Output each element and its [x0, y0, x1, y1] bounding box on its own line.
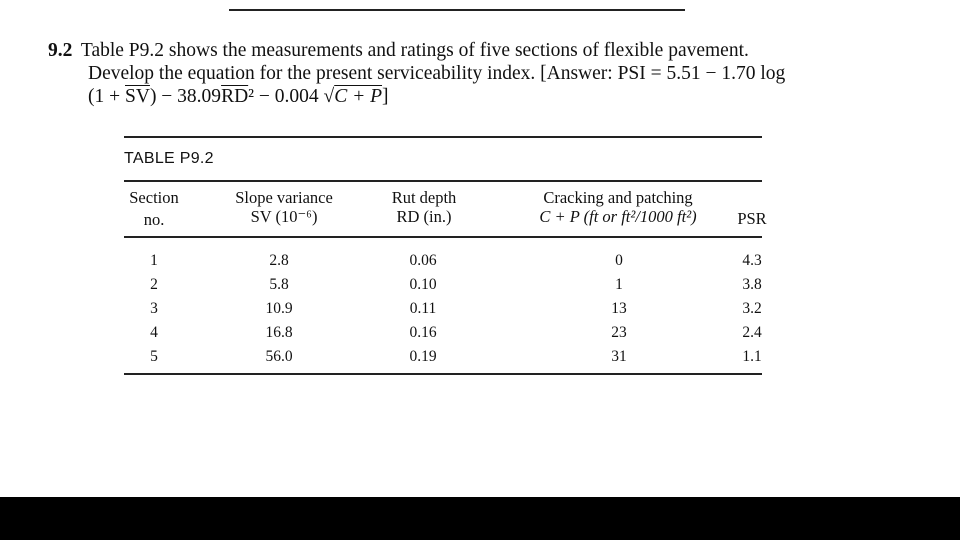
cell-rut: 0.10: [409, 276, 437, 293]
header-rut-line2: RD (in.): [396, 207, 452, 226]
problem-line-2: Develop the equation for the present serviceability index. [Answer: PSI = 5.51 − 1.70 log: [88, 63, 786, 84]
header-slope: [222, 188, 346, 226]
cell-psr: 3.8: [742, 276, 762, 293]
header-rut-line1: Rut depth: [391, 188, 457, 207]
table-top-rule: [124, 136, 762, 138]
table-title: TABLE P9.2: [124, 150, 214, 167]
header-section: [126, 188, 182, 229]
sqrt-symbol: √: [323, 86, 335, 107]
cell-slope: 5.8: [269, 276, 289, 293]
problem-text-1: Table P9.2 shows the measurements and ratings of five sections of flexible pavement.: [80, 40, 749, 61]
formula-part: (1 +: [88, 86, 125, 107]
header-crack: [500, 188, 736, 226]
cell-rut: 0.19: [409, 348, 437, 365]
header-top-rule: [124, 180, 762, 182]
formula-sqrt: [324, 86, 383, 107]
cell-psr: 2.4: [742, 324, 762, 341]
formula-sv: $\overline{SV}$: [125, 86, 150, 107]
header-slope-line1: Slope variance: [235, 188, 333, 207]
cell-psr: 3.2: [742, 300, 762, 317]
cell-psr: 4.3: [742, 252, 762, 269]
header-crack-line2: C + P (ft or ft²/1000 ft²): [539, 207, 697, 226]
cell-section: 4: [150, 324, 158, 341]
formula-part: ]: [382, 86, 389, 107]
header-section-line2: no.: [143, 210, 165, 229]
formula-rd: $\overline{RD}$: [221, 86, 249, 107]
formula-radicand: C + P: [334, 86, 383, 107]
problem-statement: [48, 39, 908, 108]
cell-rut: 0.16: [409, 324, 437, 341]
cell-section: 5: [150, 348, 158, 365]
cell-crack: 0: [615, 252, 623, 269]
header-crack-line1: Cracking and patching: [543, 188, 693, 207]
cell-crack: 13: [611, 300, 627, 317]
cell-crack: 23: [611, 324, 627, 341]
cell-rut: 0.11: [409, 300, 437, 317]
cell-section: 1: [150, 252, 158, 269]
cell-crack: 1: [615, 276, 623, 293]
cell-crack: 31: [611, 348, 627, 365]
cell-section: 2: [150, 276, 158, 293]
formula-part: ) − 38.09: [149, 86, 222, 107]
table-bottom-rule: [124, 373, 762, 375]
problem-line-1: [48, 39, 908, 62]
cell-section: 3: [150, 300, 158, 317]
problem-line-3: [48, 85, 908, 108]
cell-rut: 0.06: [409, 252, 437, 269]
header-bottom-rule: [124, 236, 762, 238]
cell-slope: 10.9: [265, 300, 293, 317]
letterbox-bar: [0, 497, 960, 540]
cell-psr: 1.1: [742, 348, 762, 365]
cell-slope: 2.8: [269, 252, 289, 269]
problem-number: 9.2: [48, 40, 73, 61]
header-section-line1: Section: [129, 188, 179, 207]
top-rule: [229, 9, 685, 11]
header-slope-line2: SV (10⁻⁶): [250, 207, 318, 226]
formula-part: ² − 0.004: [248, 86, 324, 107]
header-rut: [376, 188, 472, 226]
cell-slope: 16.8: [265, 324, 293, 341]
cell-slope: 56.0: [265, 348, 293, 365]
header-psr: PSR: [737, 209, 767, 228]
